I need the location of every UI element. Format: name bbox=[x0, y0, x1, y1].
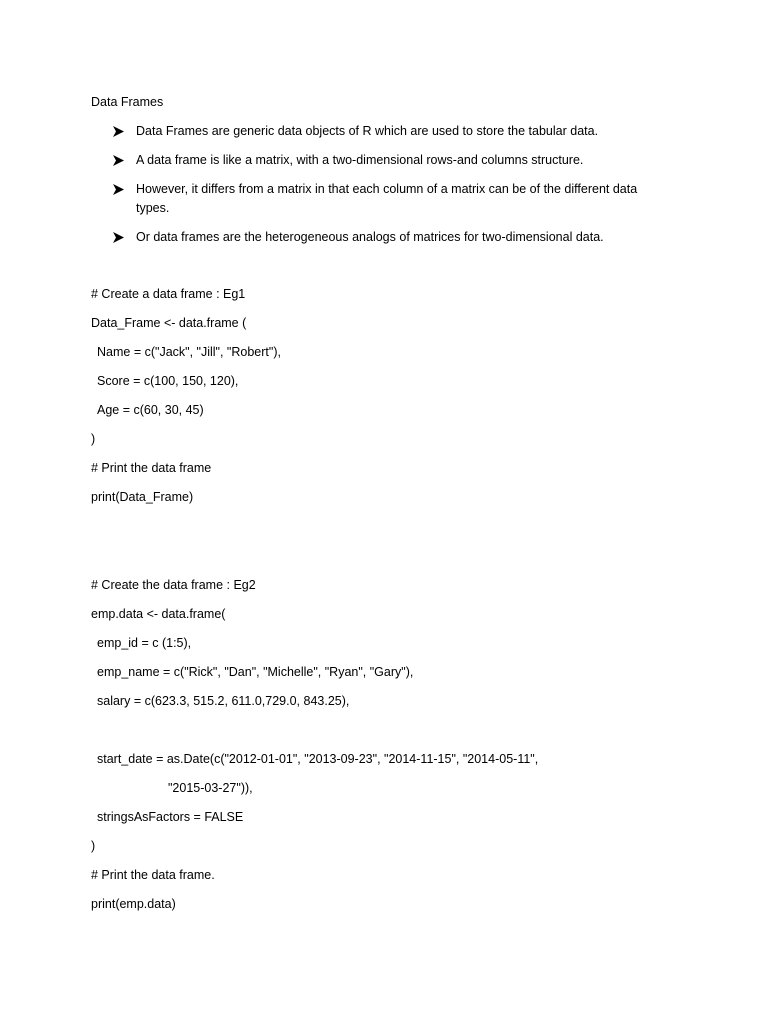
code-line: emp_id = c (1:5), bbox=[97, 636, 192, 650]
code-comment-print: # Print the data frame. bbox=[91, 868, 215, 882]
code-comment-eg1: # Create a data frame : Eg1 bbox=[91, 287, 246, 301]
code-line: ) bbox=[91, 432, 96, 446]
code-line: print(Data_Frame) bbox=[91, 490, 194, 504]
code-line: Name = c("Jack", "Jill", "Robert"), bbox=[97, 345, 281, 359]
code-line: Age = c(60, 30, 45) bbox=[97, 403, 204, 417]
bullet-text: A data frame is like a matrix, with a two-dimensional rows-and columns structure. bbox=[136, 153, 584, 167]
code-line: emp.data <- data.frame( bbox=[91, 607, 226, 621]
bullet-text: However, it differs from a matrix in that each column of a matrix can be of the different data types. bbox=[136, 182, 638, 215]
code-line: start_date = as.Date(c("2012-01-01", "2013-09-23", "2014-11-15", "2014-05-11", bbox=[97, 752, 539, 766]
code-line: Score = c(100, 150, 120), bbox=[97, 374, 239, 388]
arrowhead-bullet-icon bbox=[112, 151, 126, 170]
code-line: print(emp.data) bbox=[91, 897, 176, 911]
arrowhead-bullet-icon bbox=[112, 122, 126, 141]
code-comment-print: # Print the data frame bbox=[91, 461, 212, 475]
code-comment-eg2: # Create the data frame : Eg2 bbox=[91, 578, 256, 592]
bullet-text: Data Frames are generic data objects of R which are used to store the tabular data. bbox=[136, 124, 599, 138]
bullet-text: Or data frames are the heterogeneous analogs of matrices for two-dimensional data. bbox=[136, 230, 604, 244]
code-line: Data_Frame <- data.frame ( bbox=[91, 316, 247, 330]
code-line: stringsAsFactors = FALSE bbox=[97, 810, 244, 824]
arrowhead-bullet-icon bbox=[112, 180, 126, 199]
code-line: "2015-03-27")), bbox=[168, 781, 253, 795]
document-title: Data Frames bbox=[91, 95, 164, 109]
code-line: salary = c(623.3, 515.2, 611.0,729.0, 843.25), bbox=[97, 694, 350, 708]
code-line: ) bbox=[91, 839, 96, 853]
code-line: emp_name = c("Rick", "Dan", "Michelle", "Ryan", "Gary"), bbox=[97, 665, 414, 679]
arrowhead-bullet-icon bbox=[112, 228, 126, 247]
